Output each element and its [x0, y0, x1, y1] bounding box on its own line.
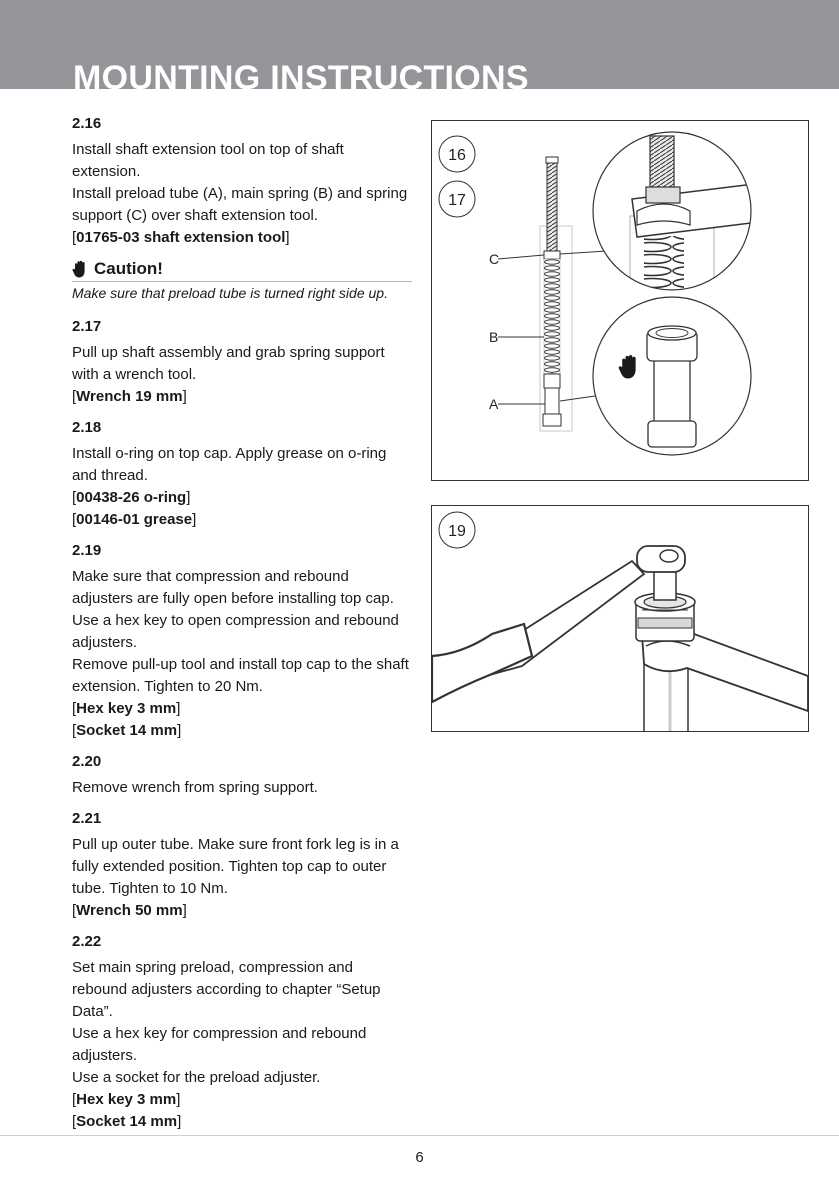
tool-reference: [00146-01 grease] [72, 511, 197, 528]
tool-reference: [Socket 14 mm] [72, 1113, 182, 1130]
step-number: 2.16 [72, 115, 102, 132]
hand-icon [72, 260, 88, 278]
step-text: Pull up outer tube. Make sure front fork leg is in a fully extended position. Tighten top cap to outer tube. Tighten to 10 Nm. [72, 836, 399, 897]
page-header [0, 0, 839, 89]
tool-reference: [Wrench 50 mm] [72, 902, 187, 919]
step-text: Set main spring preload, compression and rebound adjusters according to chapter “Setup Data”. [72, 959, 381, 1020]
step-2-21 [72, 808, 412, 922]
tool-reference: [Wrench 19 mm] [72, 388, 187, 405]
step-number: 2.17 [72, 318, 102, 335]
step-2-18 [72, 417, 412, 531]
step-text: Use a socket for the preload adjuster. [72, 1069, 321, 1086]
instructions-column [72, 113, 412, 1142]
step-number: 2.21 [72, 810, 102, 827]
step-number: 2.19 [72, 542, 102, 559]
tool-reference: [01765-03 shaft extension tool] [72, 229, 290, 246]
caution-heading [72, 258, 412, 282]
step-text: Make sure that compression and rebound adjusters are fully open before installing top cap. [72, 568, 394, 607]
figure-shaft-assembly [431, 120, 809, 481]
figure-badge-label: 17 [448, 192, 466, 209]
page-title: MOUNTING INSTRUCTIONS [73, 59, 529, 89]
tool-reference: [Hex key 3 mm] [72, 700, 181, 717]
footer-divider [0, 1135, 839, 1136]
part-label-a: A [489, 396, 499, 412]
figure-badge-label: 16 [448, 147, 466, 164]
detail-wrench-spring-support [582, 121, 767, 306]
step-2-22 [72, 931, 412, 1133]
top-cap-illustration [432, 506, 808, 731]
tool-reference: [00438-26 o-ring] [72, 489, 191, 506]
tool-reference: [Socket 14 mm] [72, 722, 182, 739]
step-2-17 [72, 316, 412, 408]
page-number: 6 [415, 1149, 424, 1166]
part-label-c: C [489, 251, 500, 267]
step-text: Remove pull-up tool and install top cap to the shaft extension. Tighten to 20 Nm. [72, 656, 409, 695]
part-label-b: B [489, 329, 499, 345]
step-2-19 [72, 540, 412, 742]
caution-text: Make sure that preload tube is turned right side up. [72, 285, 388, 301]
step-text: Install o-ring on top cap. Apply grease on o-ring and thread. [72, 445, 387, 484]
step-text: Use a hex key for compression and rebound adjusters. [72, 1025, 367, 1064]
step-text: Install shaft extension tool on top of shaft extension. [72, 141, 344, 180]
shaft-assembly-illustration [432, 121, 808, 480]
step-2-20 [72, 751, 412, 799]
caution-note [72, 258, 412, 304]
step-text: Use a hex key to open compression and rebound adjusters. [72, 612, 399, 651]
detail-preload-tube [582, 291, 762, 471]
tool-reference: [Hex key 3 mm] [72, 1091, 181, 1108]
figure-top-cap-install [431, 505, 809, 732]
caution-title: Caution! [94, 259, 163, 278]
step-number: 2.22 [72, 933, 102, 950]
step-number: 2.18 [72, 419, 102, 436]
step-text: Pull up shaft assembly and grab spring support with a wrench tool. [72, 344, 385, 383]
step-2-16 [72, 113, 412, 249]
step-text: Install preload tube (A), main spring (B) and spring support (C) over shaft extension tool. [72, 185, 408, 224]
step-text: Remove wrench from spring support. [72, 779, 318, 796]
figure-badge-label: 19 [448, 523, 466, 540]
step-number: 2.20 [72, 753, 102, 770]
